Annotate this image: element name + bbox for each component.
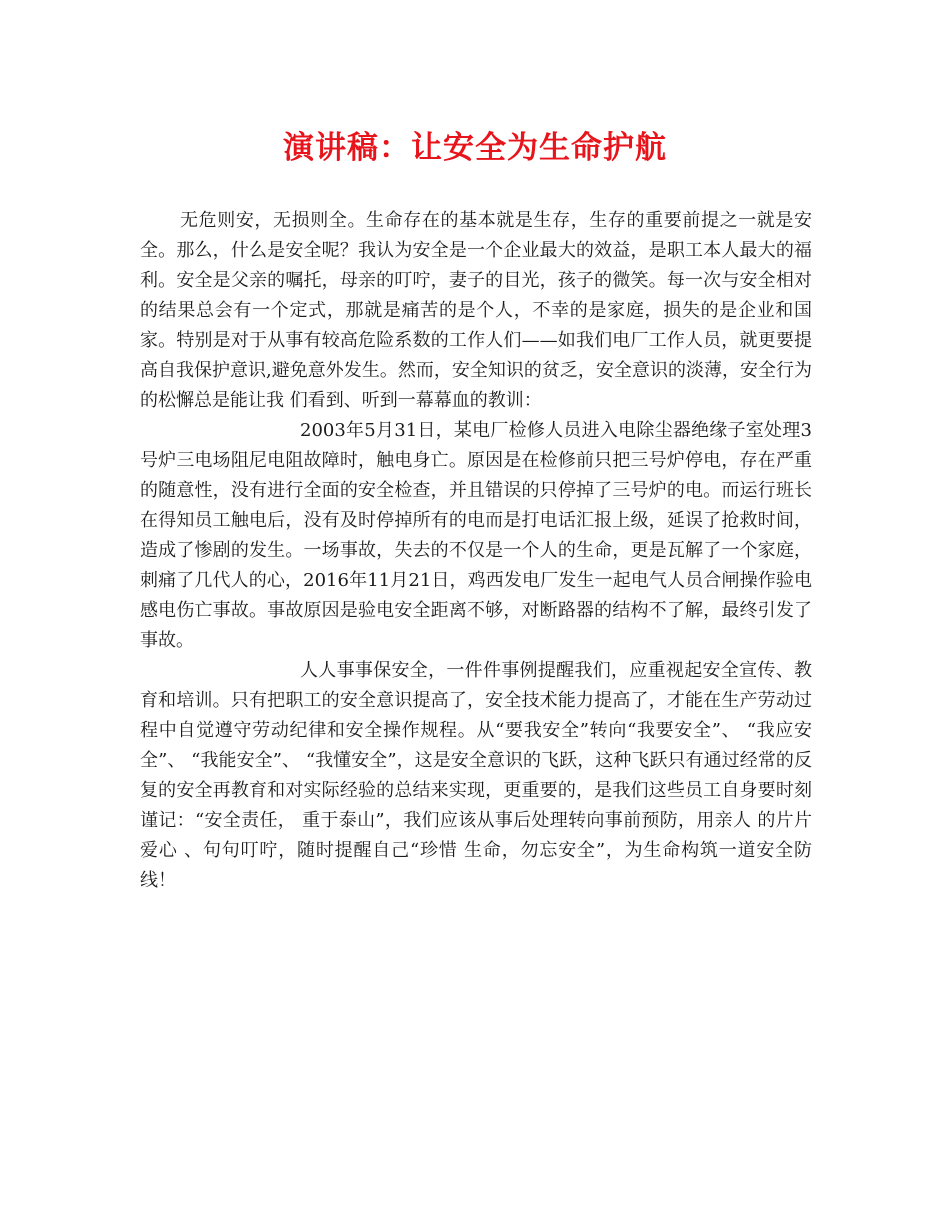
- document-title: 演讲稿：让安全为生命护航: [283, 130, 667, 166]
- paragraph-conclusion: 人人事事保安全，一件件事例提醒我们，应重视起安全宣传、教育和培训。只有把职工的安全意识提高了，安全技术能力提高了，才能在生产劳动过程中自觉遵守劳动纪律和安全操作规程。从“要我安全”转向“我要安全”、 “我应安全”、 “我能安全”、 “我懂安全”，这是安全意识的飞跃，这种飞跃只有通过经常的反复的安全再教育和对实际经验的总结来实现，更重要的，是我们这些员工自身要时刻谨记：“安全责任， 重于泰山”，我们应该从事后处理转向事前预防，用亲人 的片片爱心 、句句叮咛，随时提醒自己“珍惜 生命，勿忘安全”，为生命构筑一道安全防线！: [140, 660, 812, 891]
- paragraph-incidents: 2003年5月31日，某电厂检修人员进入电除尘器绝缘子室处理3号炉三电场阻尼电阻故障时，触电身亡。原因是在检修前只把三号炉停电，存在严重的随意性，没有进行全面的安全检查，并且错误的只停掉了三号炉的电。而运行班长在得知员工触电后，没有及时停掉所有的电而是打电话汇报上级，延误了抢救时间，造成了惨剧的发生。一场事故，失去的不仅是一个人的生命，更是瓦解了一个家庭，刺痛了几代人的心，2016年11月21日，鸡西发电厂发生一起电气人员合闸操作验电感电伤亡事故。事故原因是验电安全距离不够，对断路器的结构不了解，最终引发了事故。: [140, 420, 812, 651]
- document-body: [140, 206, 812, 896]
- paragraph-intro: 无危则安，无损则全。生命存在的基本就是生存，生存的重要前提之一就是安全。那么，什么是安全呢？我认为安全是一个企业最大的效益，是职工本人最大的福利。安全是父亲的嘱托，母亲的叮咛，妻子的目光，孩子的微笑。每一次与安全相对的结果总会有一个定式，那就是痛苦的是个人，不幸的是家庭，损失的是企业和国家。特别是对于从事有较高危险系数的工作人们——如我们电厂工作人员，就更要提高自我保护意识,避免意外发生。然而，安全知识的贫乏，安全意识的淡薄，安全行为的松懈总是能让我 们看到、听到一幕幕血的教训：: [140, 210, 812, 411]
